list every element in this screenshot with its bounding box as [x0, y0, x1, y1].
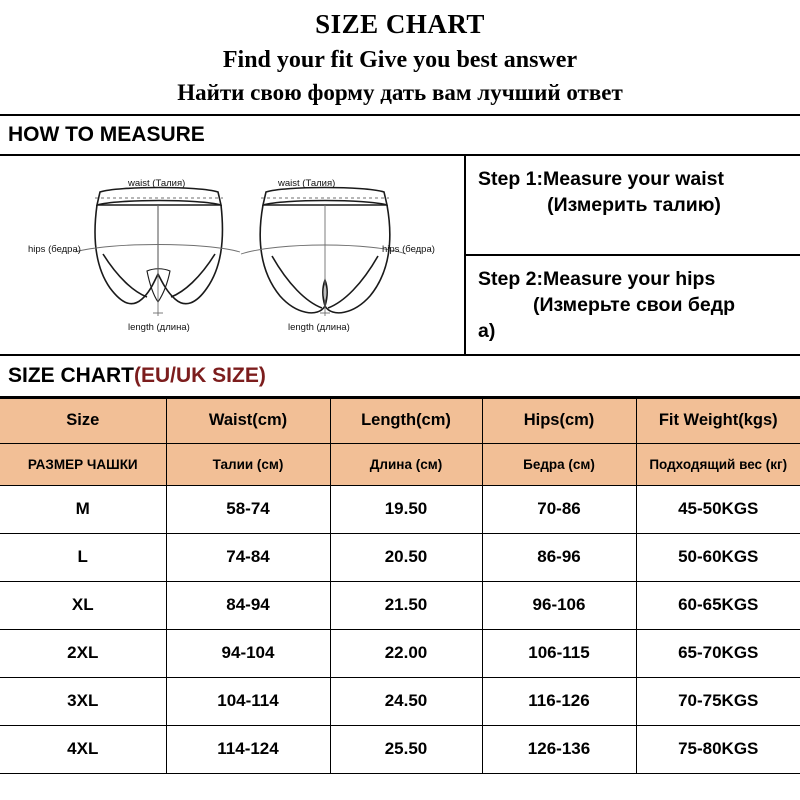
- cell-hips: 96-106: [482, 581, 636, 629]
- header-weight-ru: Подходящий вес (кг): [636, 443, 800, 485]
- underwear-diagram-svg: [0, 156, 466, 354]
- cell-weight: 65-70KGS: [636, 629, 800, 677]
- cell-waist: 94-104: [166, 629, 330, 677]
- page-title: SIZE CHART: [315, 9, 485, 39]
- cell-length: 21.50: [330, 581, 482, 629]
- cell-length: 20.50: [330, 533, 482, 581]
- cell-size: 3XL: [0, 677, 166, 725]
- cell-size: XL: [0, 581, 166, 629]
- cell-hips: 70-86: [482, 485, 636, 533]
- size-chart-title-region: (EU/UK SIZE): [134, 363, 266, 387]
- size-table-body: [0, 398, 800, 773]
- label-waist-left: waist (Талия): [128, 177, 186, 189]
- cell-weight: 75-80KGS: [636, 725, 800, 773]
- header: [0, 0, 800, 108]
- size-table: [0, 398, 800, 774]
- cell-weight: 70-75KGS: [636, 677, 800, 725]
- cell-hips: 116-126: [482, 677, 636, 725]
- table-row: [0, 533, 800, 581]
- measure-area: [0, 156, 800, 356]
- cell-length: 22.00: [330, 629, 482, 677]
- label-length-left: length (длина): [128, 321, 190, 333]
- header-waist-en: Waist(cm): [166, 398, 330, 443]
- label-hips-left: hips (бедра): [28, 243, 81, 255]
- how-to-measure-title: HOW TO MEASURE: [0, 116, 800, 156]
- cell-hips: 106-115: [482, 629, 636, 677]
- table-row: [0, 485, 800, 533]
- table-row: [0, 581, 800, 629]
- header-subtitle: Find your fit Give you best answer: [222, 46, 578, 73]
- header-waist-ru: Талии (см): [166, 443, 330, 485]
- cell-waist: 104-114: [166, 677, 330, 725]
- step-2-line-1: Step 2:Measure your hips: [478, 267, 716, 290]
- cell-waist: 114-124: [166, 725, 330, 773]
- cell-length: 24.50: [330, 677, 482, 725]
- cell-waist: 58-74: [166, 485, 330, 533]
- step-1-line-2: (Измерить талию): [547, 194, 721, 217]
- header-length-en: Length(cm): [330, 398, 482, 443]
- cell-waist: 84-94: [166, 581, 330, 629]
- table-row: [0, 677, 800, 725]
- cell-hips: 86-96: [482, 533, 636, 581]
- label-hips-right: hips (бедра): [382, 243, 435, 255]
- measure-step-1: [466, 156, 800, 256]
- cell-length: 19.50: [330, 485, 482, 533]
- table-row: [0, 629, 800, 677]
- header-hips-ru: Бедра (см): [482, 443, 636, 485]
- measure-step-2: [466, 256, 800, 354]
- underwear-diagram: [0, 156, 466, 354]
- table-row: [0, 725, 800, 773]
- cell-size: 2XL: [0, 629, 166, 677]
- header-size-ru: РАЗМЕР ЧАШКИ: [0, 443, 166, 485]
- label-length-right: length (длина): [288, 321, 350, 333]
- header-subtitle-ru: Найти свою форму дать вам лучший ответ: [177, 79, 623, 105]
- cell-weight: 50-60KGS: [636, 533, 800, 581]
- cell-size: L: [0, 533, 166, 581]
- step-1-line-1: Step 1:Measure your waist: [478, 167, 724, 190]
- table-header-ru: [0, 443, 800, 485]
- table-header-en: [0, 398, 800, 443]
- header-size-en: Size: [0, 398, 166, 443]
- cell-size: 4XL: [0, 725, 166, 773]
- label-waist-right: waist (Талия): [278, 177, 336, 189]
- size-chart-title: [0, 356, 800, 398]
- cell-size: M: [0, 485, 166, 533]
- size-chart-title-main: SIZE CHART: [8, 363, 134, 387]
- cell-length: 25.50: [330, 725, 482, 773]
- header-weight-en: Fit Weight(kgs): [636, 398, 800, 443]
- cell-weight: 45-50KGS: [636, 485, 800, 533]
- cell-weight: 60-65KGS: [636, 581, 800, 629]
- cell-waist: 74-84: [166, 533, 330, 581]
- measure-steps: [466, 156, 800, 354]
- step-2-line-2: (Измерьте свои бедр: [532, 294, 736, 317]
- header-length-ru: Длина (см): [330, 443, 482, 485]
- step-2-line-3: a): [478, 320, 496, 343]
- header-hips-en: Hips(cm): [482, 398, 636, 443]
- cell-hips: 126-136: [482, 725, 636, 773]
